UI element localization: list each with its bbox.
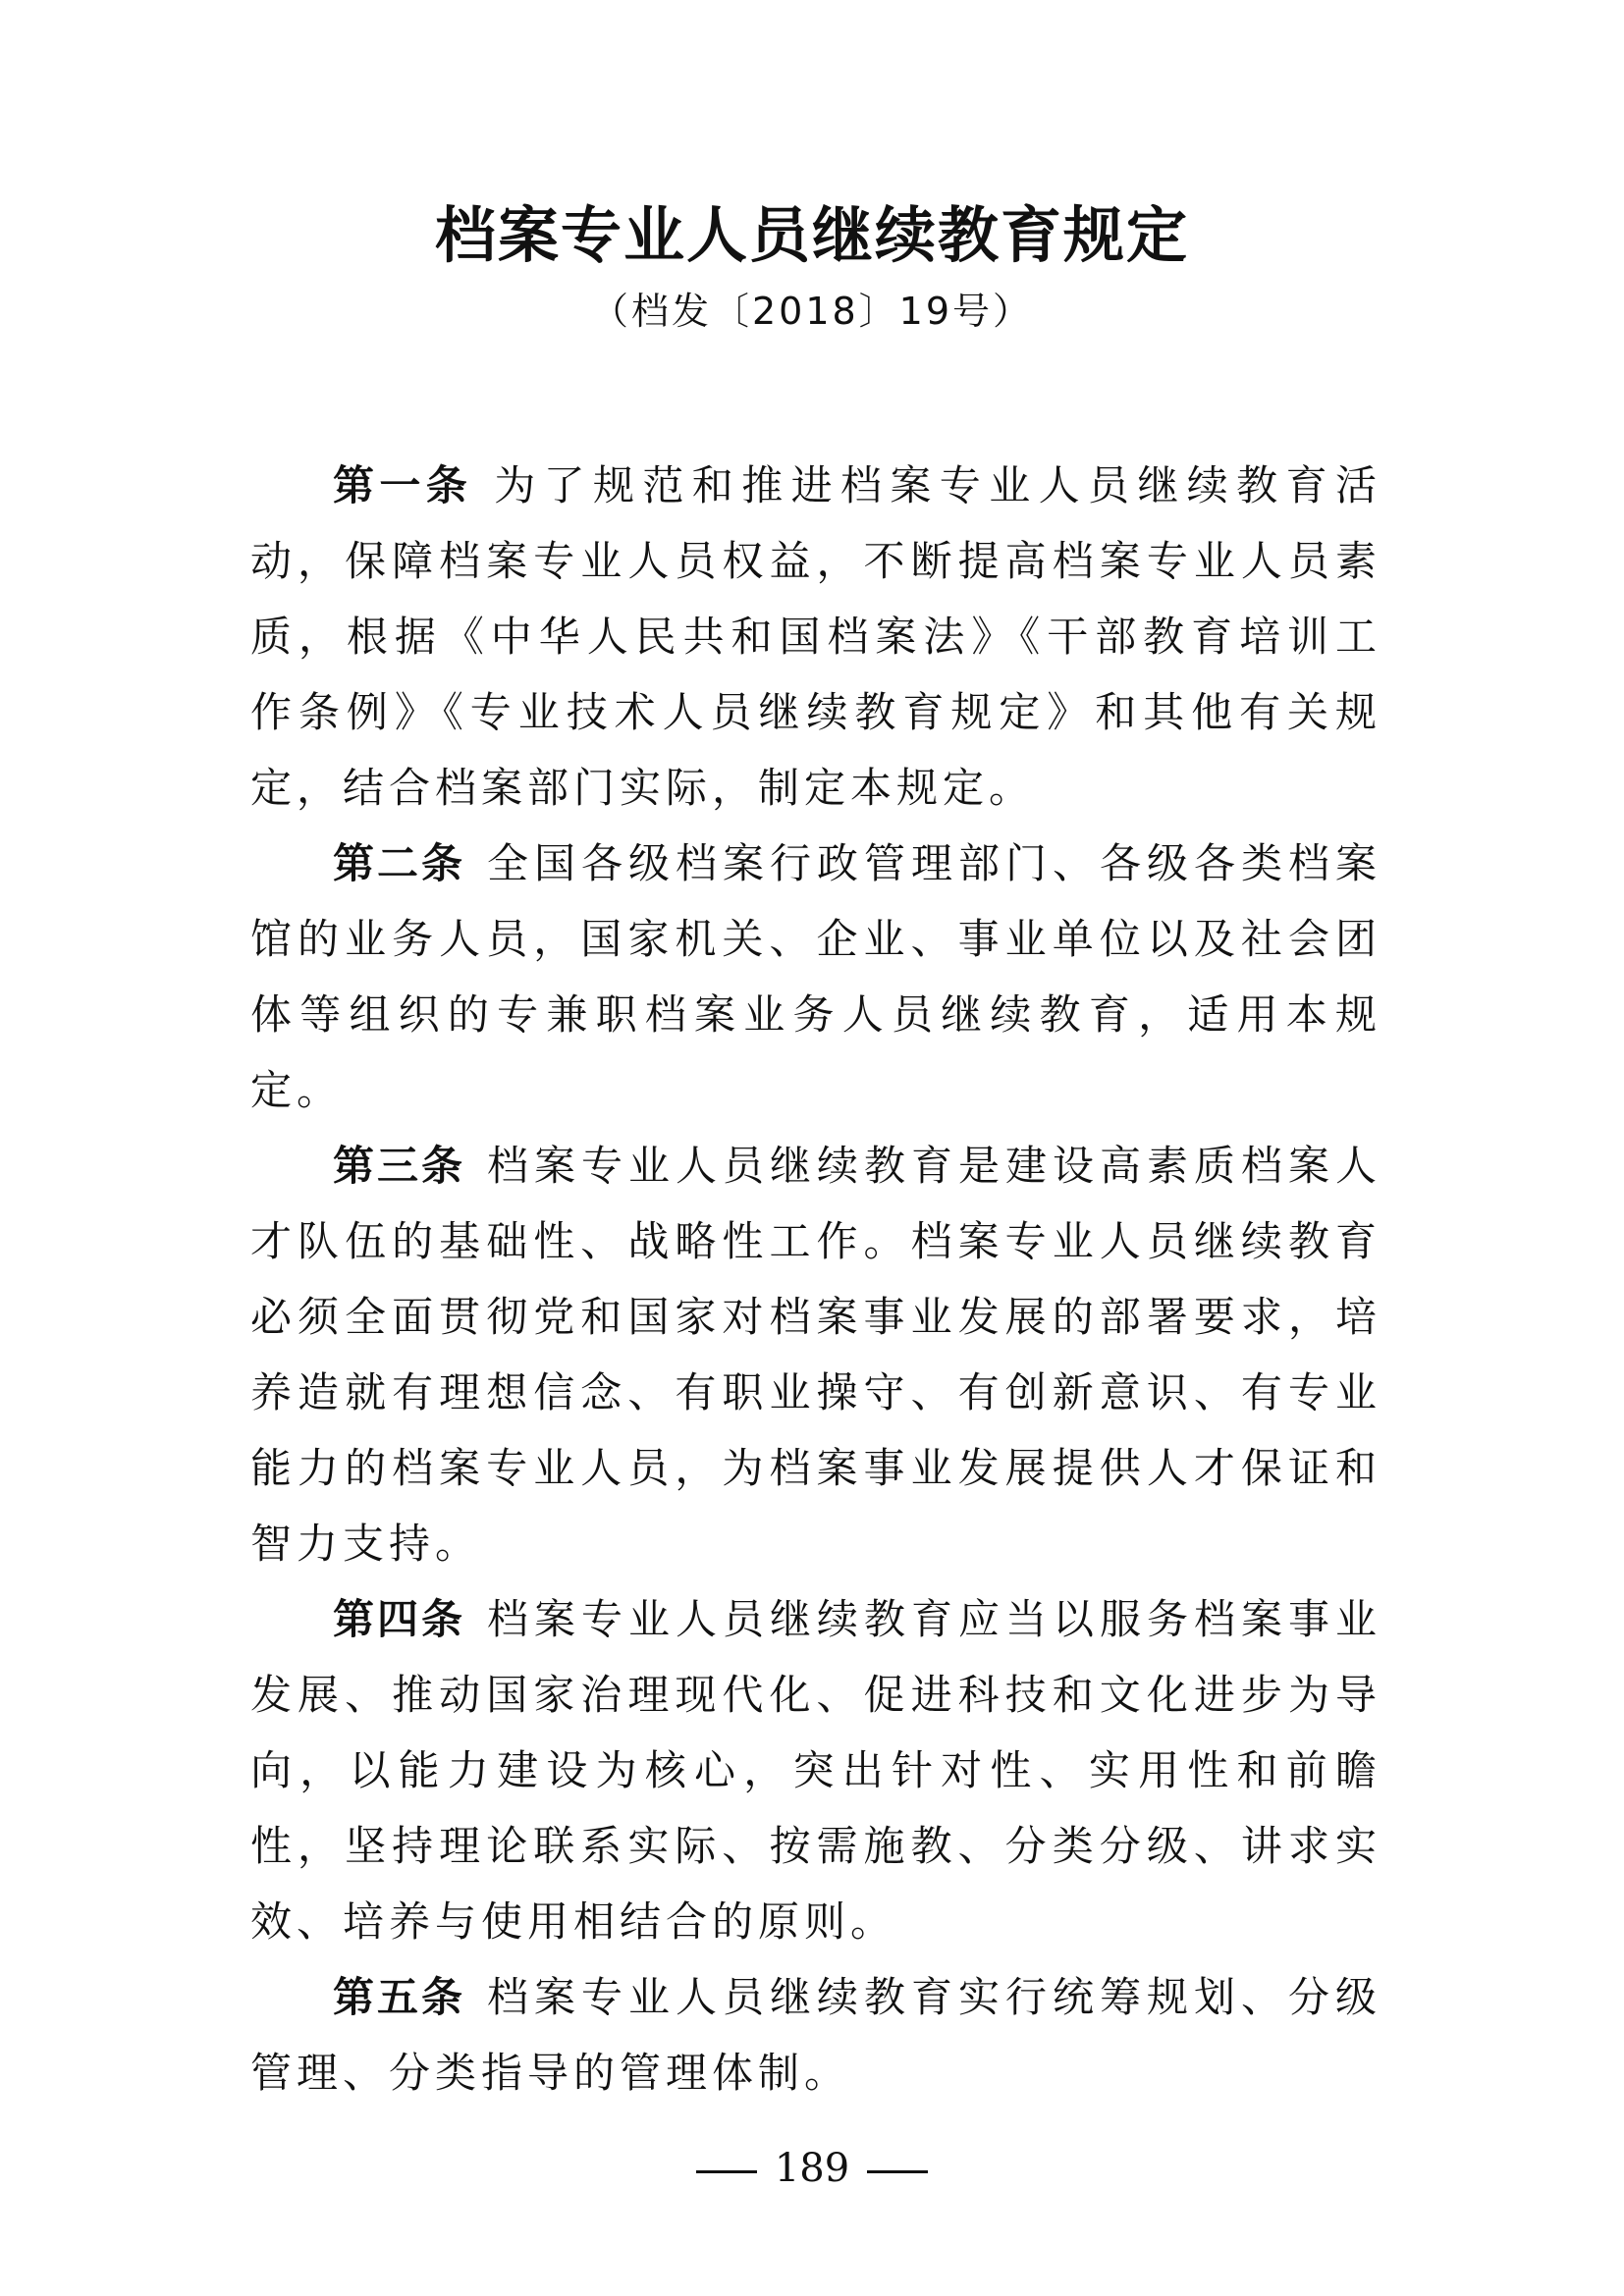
- article-text: 档案专业人员继续教育实行统筹规划、分级管理、分类指导的管理体制。: [250, 1973, 1381, 2097]
- article-text: 档案专业人员继续教育应当以服务档案事业发展、推动国家治理现代化、促进科技和文化进步为导向，以能力建设为核心，突出针对性、实用性和前瞻性，坚持理论联系实际、按需施教、分类分级、讲求实效、培养与使用相结合的原则。: [250, 1595, 1381, 1946]
- article-text: 档案专业人员继续教育是建设高素质档案人才队伍的基础性、战略性工作。档案专业人员继续教育必须全面贯彻党和国家对档案事业发展的部署要求，培养造就有理想信念、有职业操守、有创新意识、有专业能力的档案专业人员，为档案事业发展提供人才保证和智力支持。: [250, 1142, 1381, 1568]
- document-body: [250, 448, 1381, 2110]
- article-4: [250, 1581, 1381, 1959]
- right-dash-divider: [867, 2170, 928, 2173]
- article-3: [250, 1128, 1381, 1581]
- article-number: 第五条: [333, 1973, 465, 2021]
- article-text: 全国各级档案行政管理部门、各级各类档案馆的业务人员，国家机关、企业、事业单位以及社会团体等组织的专兼职档案业务人员继续教育，适用本规定。: [250, 839, 1381, 1114]
- article-5: [250, 1959, 1381, 2110]
- article-number: 第二条: [333, 839, 465, 887]
- article-1: [250, 448, 1381, 826]
- article-number: 第四条: [333, 1595, 465, 1643]
- article-number: 第一条: [333, 461, 473, 509]
- left-dash-divider: [696, 2170, 757, 2173]
- document-title: 档案专业人员继续教育规定: [434, 199, 1189, 271]
- page-footer: [0, 2144, 1624, 2193]
- document-number: （档发〔2018〕19号）: [590, 290, 1034, 333]
- article-2: [250, 826, 1381, 1128]
- page-number: 189: [774, 2146, 850, 2191]
- article-number: 第三条: [333, 1142, 465, 1190]
- article-text: 为了规范和推进档案专业人员继续教育活动，保障档案专业人员权益，不断提高档案专业人员素质，根据《中华人民共和国档案法》《干部教育培训工作条例》《专业技术人员继续教育规定》和其他有关规定，结合档案部门实际，制定本规定。: [250, 461, 1381, 812]
